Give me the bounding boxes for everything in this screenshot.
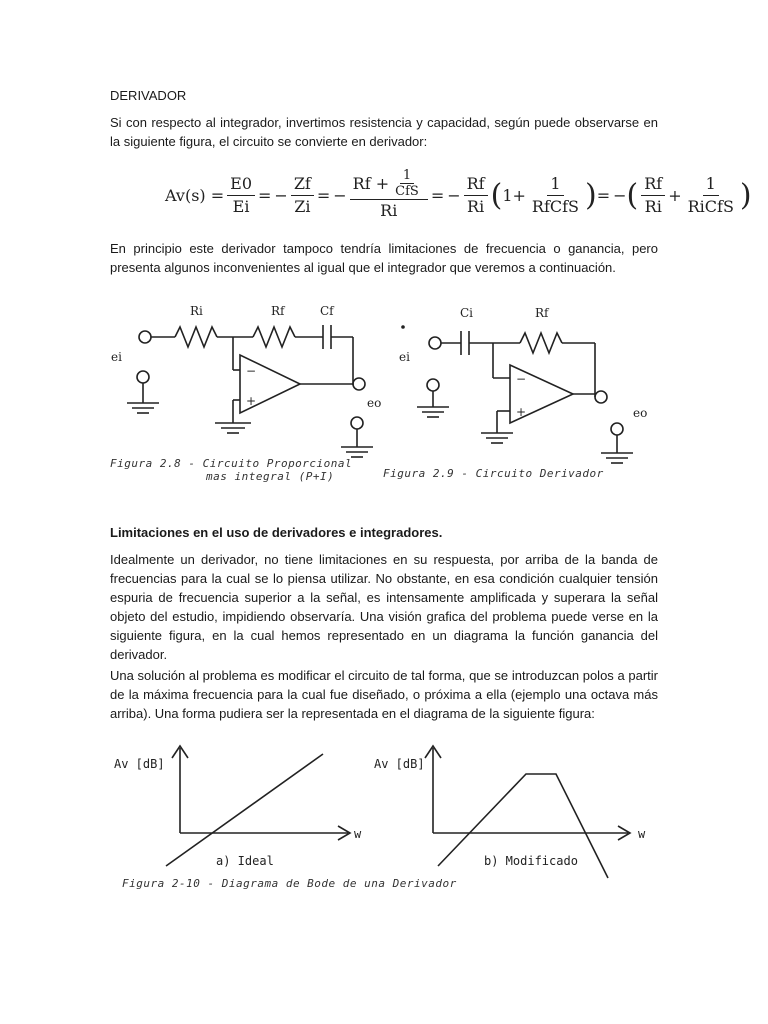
eq-paren-close-1: )	[585, 177, 597, 213]
left-input-ground-terminal	[137, 371, 149, 383]
bode-a-ideal-gain-line	[166, 754, 323, 866]
eq-one-c: 1	[703, 173, 719, 196]
figure-2-8-caption	[110, 457, 352, 483]
eq-frac-rf-ri-2	[641, 173, 665, 218]
bode-diagrams-figure	[108, 738, 653, 878]
eq-frac-zf-zi	[291, 173, 314, 218]
left-resistor-ri	[175, 327, 217, 347]
eq-paren-open-1: (	[490, 177, 503, 213]
left-label-ri: Ri	[190, 304, 203, 318]
eq-frac-e0-ei	[227, 173, 255, 218]
eq-minus-4: −	[613, 185, 627, 205]
eq-equals-3: =	[430, 185, 445, 205]
left-label-rf: Rf	[271, 304, 285, 318]
eq-frac-big	[350, 168, 428, 222]
stray-dot	[401, 325, 405, 329]
eq-rf-b: Rf	[641, 173, 665, 196]
bode-a-xlabel: w	[354, 827, 362, 841]
bode-b-xlabel: w	[638, 827, 646, 841]
eq-one-b: 1	[547, 173, 563, 196]
eq-minus-2: −	[333, 185, 347, 205]
left-output-ground-terminal	[351, 417, 363, 429]
eq-cfs: CfS	[395, 184, 419, 199]
paragraph-ideal-derivator: Idealmente un derivador, no tiene limitaciones en su respuesta, por arriba de la banda de frecuencias para la cual se lo piensa utilizar. No obstante, en esa condición cualquier tensión espuria de frecuencia superior a la señal, es intensamente amplificada y superara la señal objeto del estudio, impidiendo observaría. Una visión grafica del problema puede verse en la siguiente figura, en la cual hemos representado en un diagrama la función ganancia del derivador.	[110, 552, 658, 662]
eq-paren-open-2: (	[626, 177, 639, 213]
eq-big-num	[350, 168, 428, 200]
eq-ri-a: Ri	[380, 201, 398, 220]
paragraph-limitations-intro: En principio este derivador tampoco tendría limitaciones de frecuencia o ganancia, pero presenta algunos inconvenientes al igual que el integrador que veremos a continuación.	[110, 241, 658, 275]
left-label-cf: Cf	[320, 304, 334, 318]
right-label-minus: −	[516, 372, 527, 386]
figure-2-8-caption-line-2: mas integral (P+I)	[206, 470, 335, 483]
right-resistor-rf	[520, 333, 562, 353]
eq-one-a: 1	[400, 168, 414, 184]
eq-equals-1: =	[258, 185, 272, 205]
eq-paren-close-2: )	[739, 177, 752, 213]
right-output-ground-terminal	[611, 423, 623, 435]
eq-rfcfs: RfCfS	[531, 196, 579, 216]
left-label-ei: ei	[111, 350, 122, 364]
left-label-plus: +	[246, 394, 257, 408]
right-label-rf: Rf	[535, 306, 549, 320]
right-label-ci: Ci	[460, 306, 474, 320]
eq-e0: E0	[227, 173, 255, 196]
bode-a-label: a) Ideal	[216, 854, 274, 868]
transfer-function-equation	[165, 160, 752, 230]
eq-frac-rf-ri	[464, 173, 488, 218]
eq-zf: Zf	[291, 173, 314, 196]
eq-frac-1-cfs	[392, 168, 422, 199]
right-label-eo: eo	[633, 406, 648, 420]
page-title: DERIVADOR	[110, 88, 187, 103]
left-label-eo: eo	[367, 396, 382, 410]
paragraph-solution: Una solución al problema es modificar el circuito de tal forma, que se introduzcan polos a partir de la máxima frecuencia para la cual fue diseñado, o próxima a ella (ejemplo una octava más arriba). Una forma pudiera ser la representada en el diagrama de la siguiente figura:	[110, 668, 658, 721]
eq-lhs: Av(s) =	[165, 185, 225, 205]
figure-2-8-caption-line-1: Figura 2.8 - Circuito Proporcional	[110, 457, 353, 470]
eq-minus-3: −	[447, 185, 461, 205]
eq-rf-plus: Rf +	[352, 173, 390, 193]
right-input-ground-terminal	[427, 379, 439, 391]
eq-ei: Ei	[232, 196, 250, 216]
eq-zi: Zi	[294, 196, 311, 216]
figure-2-10-caption: Figura 2-10 - Diagrama de Bode de una Derivador	[122, 877, 457, 890]
eq-ri-b: Ri	[467, 196, 485, 216]
eq-equals-4: =	[596, 185, 611, 205]
eq-one-plus: 1+	[502, 185, 526, 205]
left-output-terminal	[353, 378, 365, 390]
bode-a-ylabel: Av [dB]	[114, 757, 165, 771]
bode-b-label: b) Modificado	[484, 854, 578, 868]
right-label-plus: +	[516, 405, 527, 419]
eq-frac-1-ricfs	[685, 173, 737, 218]
eq-frac-1-rfcfs	[529, 173, 582, 218]
bode-b-ylabel: Av [dB]	[374, 757, 425, 771]
left-label-minus: −	[246, 364, 257, 378]
left-resistor-rf	[253, 327, 295, 347]
eq-plus: +	[668, 185, 682, 205]
eq-rf-a: Rf	[464, 173, 488, 196]
eq-minus-1: −	[274, 185, 288, 205]
eq-equals-2: =	[316, 185, 331, 205]
eq-ri-c: Ri	[644, 196, 662, 216]
intro-paragraph: Si con respecto al integrador, invertimos resistencia y capacidad, según puede observarse en la siguiente figura, el circuito se convierte en derivador:	[110, 115, 658, 149]
right-output-terminal	[595, 391, 607, 403]
right-label-ei: ei	[399, 350, 410, 364]
right-input-terminal	[429, 337, 441, 349]
section-heading: Limitaciones en el uso de derivadores e integradores.	[110, 525, 443, 540]
left-input-terminal	[139, 331, 151, 343]
eq-ricfs: RiCfS	[687, 196, 734, 216]
figure-2-9-caption: Figura 2.9 - Circuito Derivador	[383, 467, 604, 480]
